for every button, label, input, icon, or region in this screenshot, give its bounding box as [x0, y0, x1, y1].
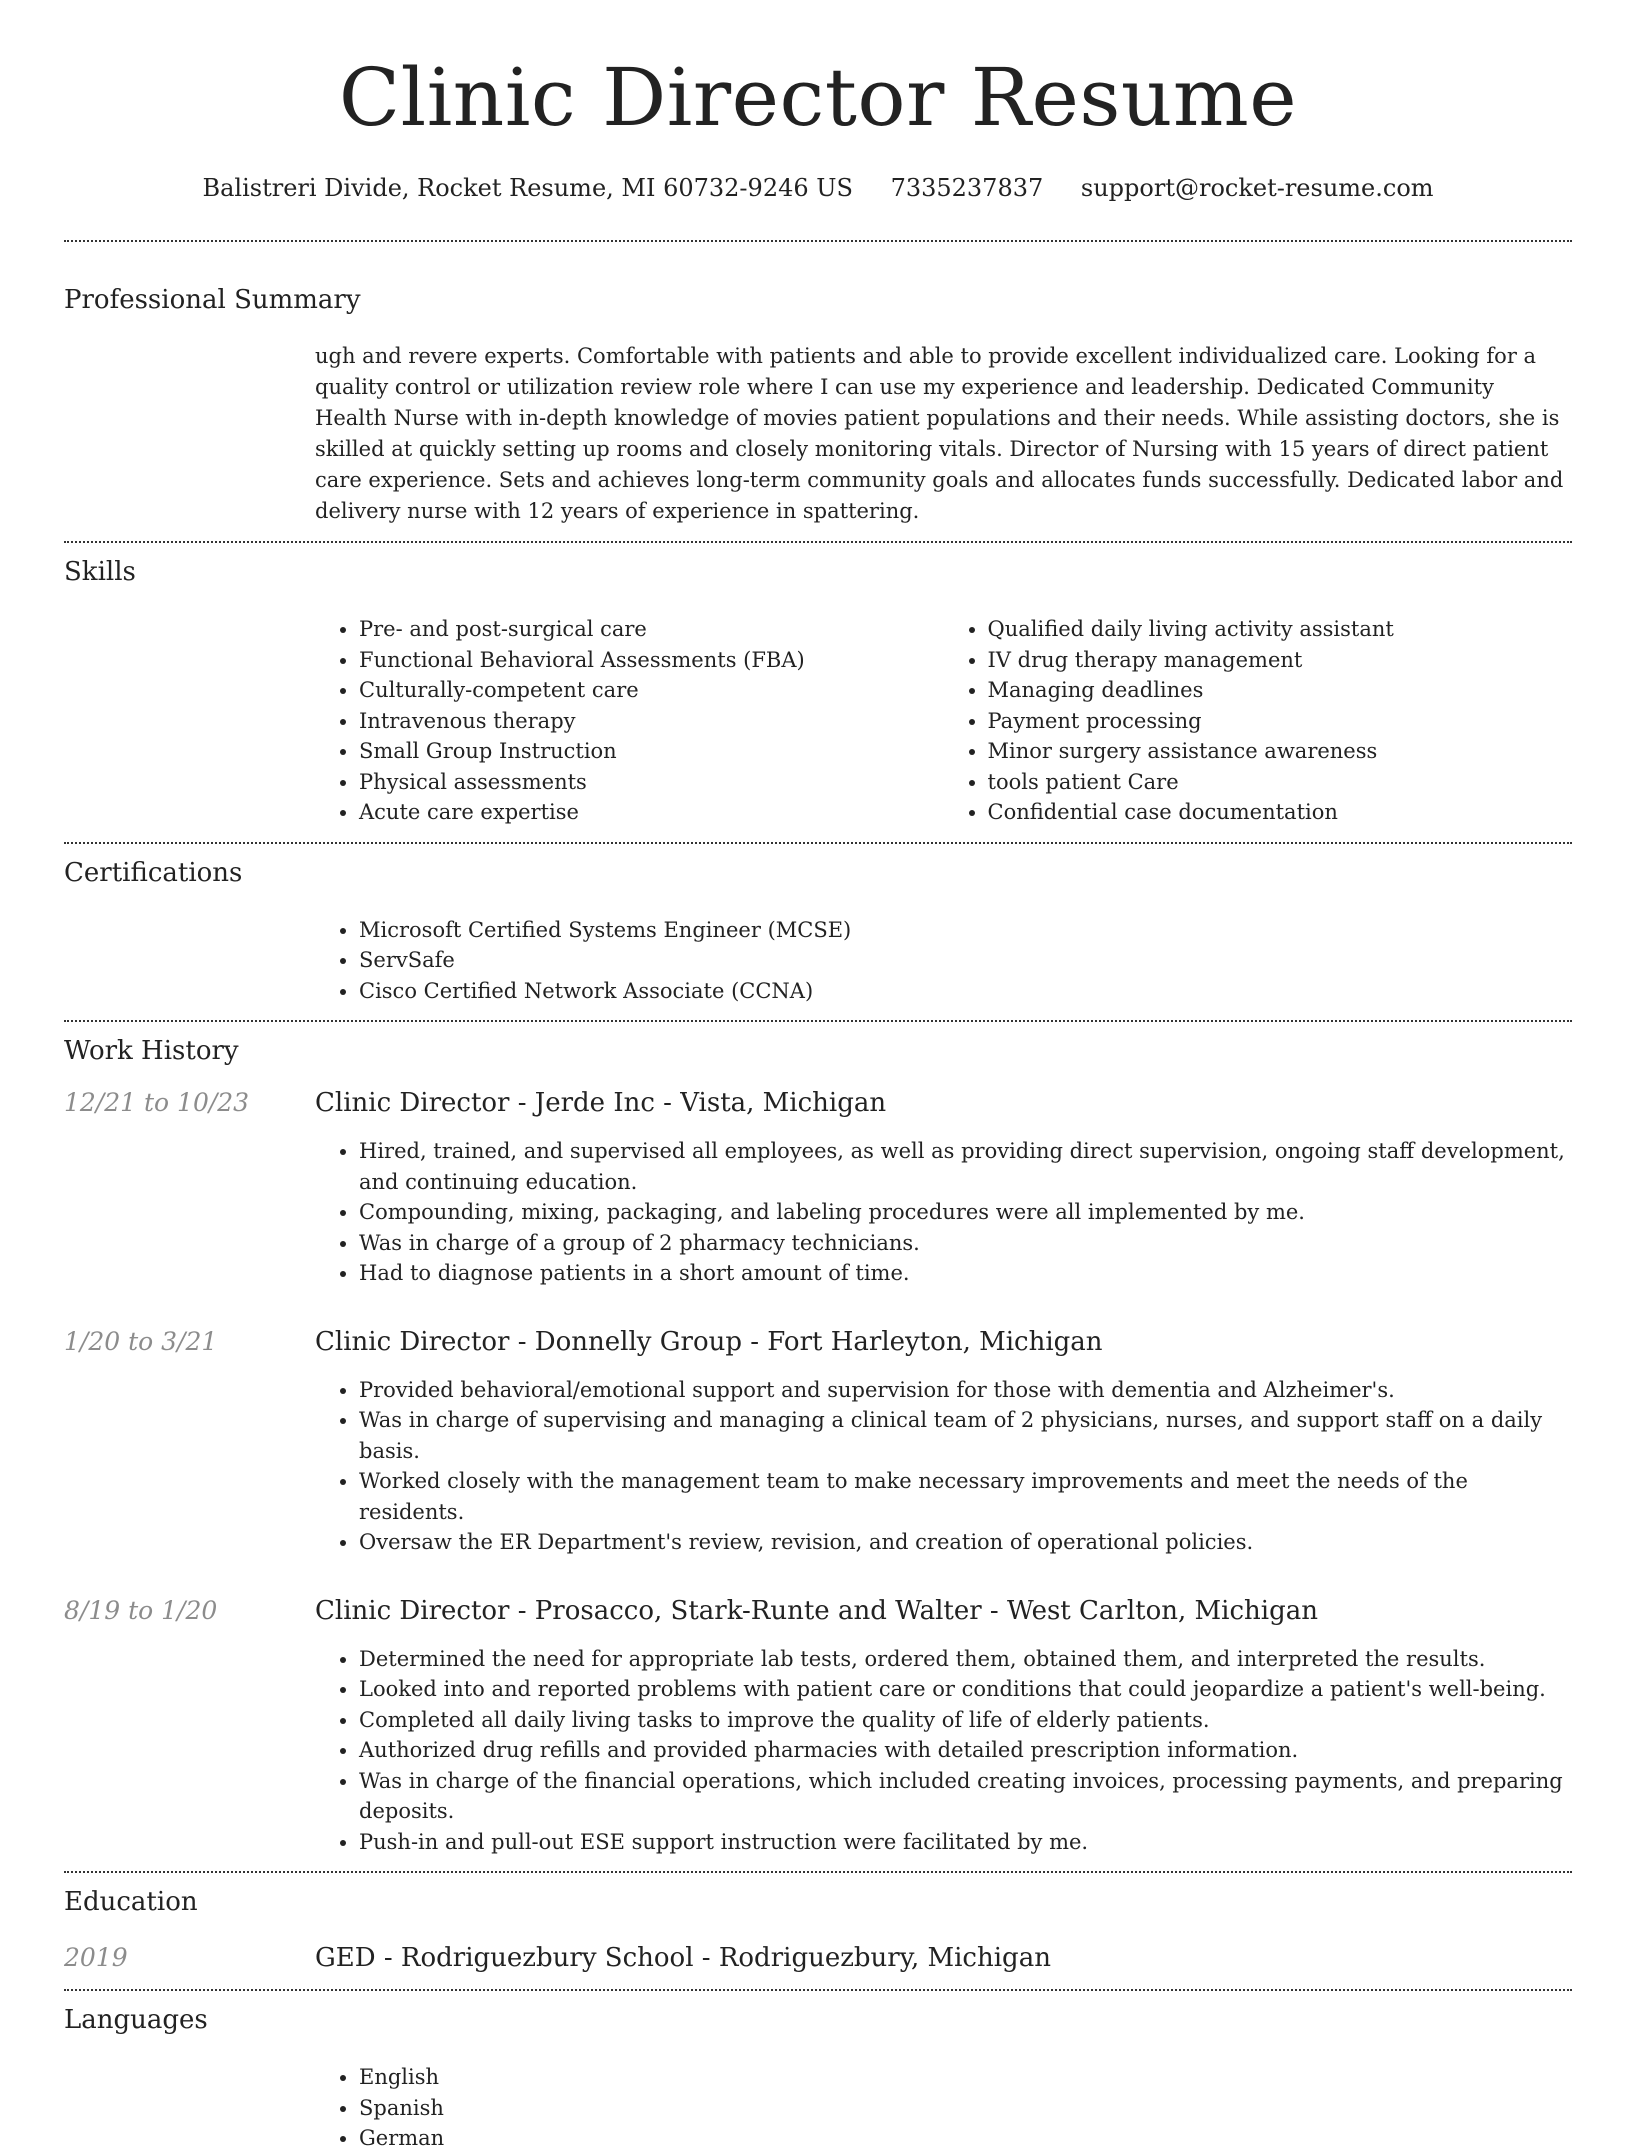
- job-bullet: • Push-in and pull-out ESE support instruction were facilitated by me.: [359, 1827, 1572, 1858]
- skill-item: • Qualified daily living activity assistant: [988, 614, 1573, 645]
- contact-line: [64, 174, 1572, 208]
- languages-section: [64, 1991, 1572, 2154]
- skill-item: • Culturally-competent care: [359, 675, 944, 706]
- certifications-section: [64, 844, 1572, 1007]
- skill-item: • Physical assessments: [359, 767, 944, 798]
- job-bullet: • Worked closely with the management team to make necessary improvements and meet the needs of the residents.: [359, 1466, 1572, 1527]
- job-title: Clinic Director - Prosacco, Stark-Runte and Walter - West Carlton, Michigan: [315, 1595, 1318, 1626]
- education-section: [64, 1873, 1572, 1973]
- education-year: 2019: [64, 1943, 128, 1972]
- job-bullet: • Determined the need for appropriate lab tests, ordered them, obtained them, and interpreted the results.: [359, 1644, 1572, 1675]
- skill-item: • Managing deadlines: [988, 675, 1573, 706]
- job-bullet: • Looked into and reported problems with patient care or conditions that could jeopardize a patient's well-being.: [359, 1674, 1572, 1705]
- summary-text: ugh and revere experts. Comfortable with patients and able to provide excellent individualized care. Looking for a quality control or utilization review role where I can use my experience and leadership. Dedicated Community Health Nurse with in-depth knowledge of movies patient populations and their needs. While assisting doctors, she is skilled at quickly setting up rooms and closely monitoring vitals. Director of Nursing with 15 years of direct patient care experience. Sets and achieves long-term community goals and allocates funds successfully. Dedicated labor and delivery nurse with 12 years of experience in spattering.: [315, 344, 1564, 523]
- certification-item: • ServSafe: [359, 945, 1572, 976]
- job-dates: 8/19 to 1/20: [64, 1595, 218, 1625]
- work-history-heading: Work History: [64, 1036, 239, 1066]
- work-history-section: [64, 1022, 1572, 1857]
- job-bullet: • Was in charge of the financial operations, which included creating invoices, processing payments, and preparing deposits.: [359, 1766, 1572, 1827]
- contact-address: Balistreri Divide, Rocket Resume, MI 60732-9246 US: [202, 174, 853, 202]
- skill-item: • Functional Behavioral Assessments (FBA): [359, 645, 944, 676]
- skill-item: • Acute care expertise: [359, 797, 944, 828]
- skill-item: • Payment processing: [988, 706, 1573, 737]
- job-entry: [64, 1088, 1572, 1289]
- skill-item: • Confidential case documentation: [988, 797, 1573, 828]
- job-bullet: • Hired, trained, and supervised all employees, as well as providing direct supervision, ongoing staff development, and continuing education.: [359, 1136, 1572, 1197]
- skills-list-right: [944, 614, 1573, 828]
- job-bullets: [315, 1644, 1572, 1858]
- summary-heading: Professional Summary: [64, 285, 361, 315]
- skill-item: • IV drug therapy management: [988, 645, 1573, 676]
- certification-item: • Cisco Certified Network Associate (CCNA): [359, 976, 1572, 1007]
- job-bullet: • Was in charge of a group of 2 pharmacy technicians.: [359, 1228, 1572, 1259]
- languages-list: [315, 2062, 1572, 2154]
- job-bullet: • Oversaw the ER Department's review, revision, and creation of operational policies.: [359, 1527, 1572, 1558]
- skill-item: • Minor surgery assistance awareness: [988, 736, 1573, 767]
- job-entry: [64, 1327, 1572, 1558]
- contact-phone: 7335237837: [890, 174, 1044, 202]
- job-bullet: • Provided behavioral/emotional support and supervision for those with dementia and Alzheimer's.: [359, 1375, 1572, 1406]
- language-item: • Spanish: [359, 2093, 1572, 2124]
- skills-section: [64, 543, 1572, 828]
- job-bullet: • Completed all daily living tasks to improve the quality of life of elderly patients.: [359, 1705, 1572, 1736]
- skill-item: • Small Group Instruction: [359, 736, 944, 767]
- skill-item: • Intravenous therapy: [359, 706, 944, 737]
- certification-item: • Microsoft Certified Systems Engineer (MCSE): [359, 915, 1572, 946]
- job-title: Clinic Director - Donnelly Group - Fort Harleyton, Michigan: [315, 1326, 1103, 1357]
- education-heading: Education: [64, 1887, 198, 1917]
- language-item: • German: [359, 2123, 1572, 2154]
- languages-heading: Languages: [64, 2005, 208, 2035]
- job-title: Clinic Director - Jerde Inc - Vista, Michigan: [315, 1088, 887, 1118]
- skill-item: • Pre- and post-surgical care: [359, 614, 944, 645]
- job-bullets: [315, 1375, 1572, 1558]
- certifications-list: [315, 915, 1572, 1007]
- job-entry: [64, 1596, 1572, 1858]
- job-bullet: • Authorized drug refills and provided pharmacies with detailed prescription information.: [359, 1735, 1572, 1766]
- education-entry: GED - Rodriguezbury School - Rodriguezbury, Michigan: [315, 1943, 1051, 1973]
- job-bullet: • Compounding, mixing, packaging, and labeling procedures were all implemented by me.: [359, 1197, 1572, 1228]
- skills-list-left: [315, 614, 944, 828]
- certifications-heading: Certifications: [64, 857, 243, 888]
- job-dates: 12/21 to 10/23: [64, 1088, 250, 1117]
- contact-email: support@rocket-resume.com: [1080, 174, 1434, 202]
- job-bullets: [315, 1136, 1572, 1289]
- language-item: • English: [359, 2062, 1572, 2093]
- page-title: Clinic Director Resume: [338, 51, 1298, 144]
- job-bullet: • Was in charge of supervising and managing a clinical team of 2 physicians, nurses, and support staff on a daily basis.: [359, 1405, 1572, 1466]
- job-dates: 1/20 to 3/21: [64, 1326, 218, 1356]
- skill-item: • tools patient Care: [988, 767, 1573, 798]
- skills-heading: Skills: [64, 557, 136, 587]
- summary-section: [64, 242, 1572, 527]
- resume-page: [64, 0, 1572, 2154]
- job-bullet: • Had to diagnose patients in a short amount of time.: [359, 1258, 1572, 1289]
